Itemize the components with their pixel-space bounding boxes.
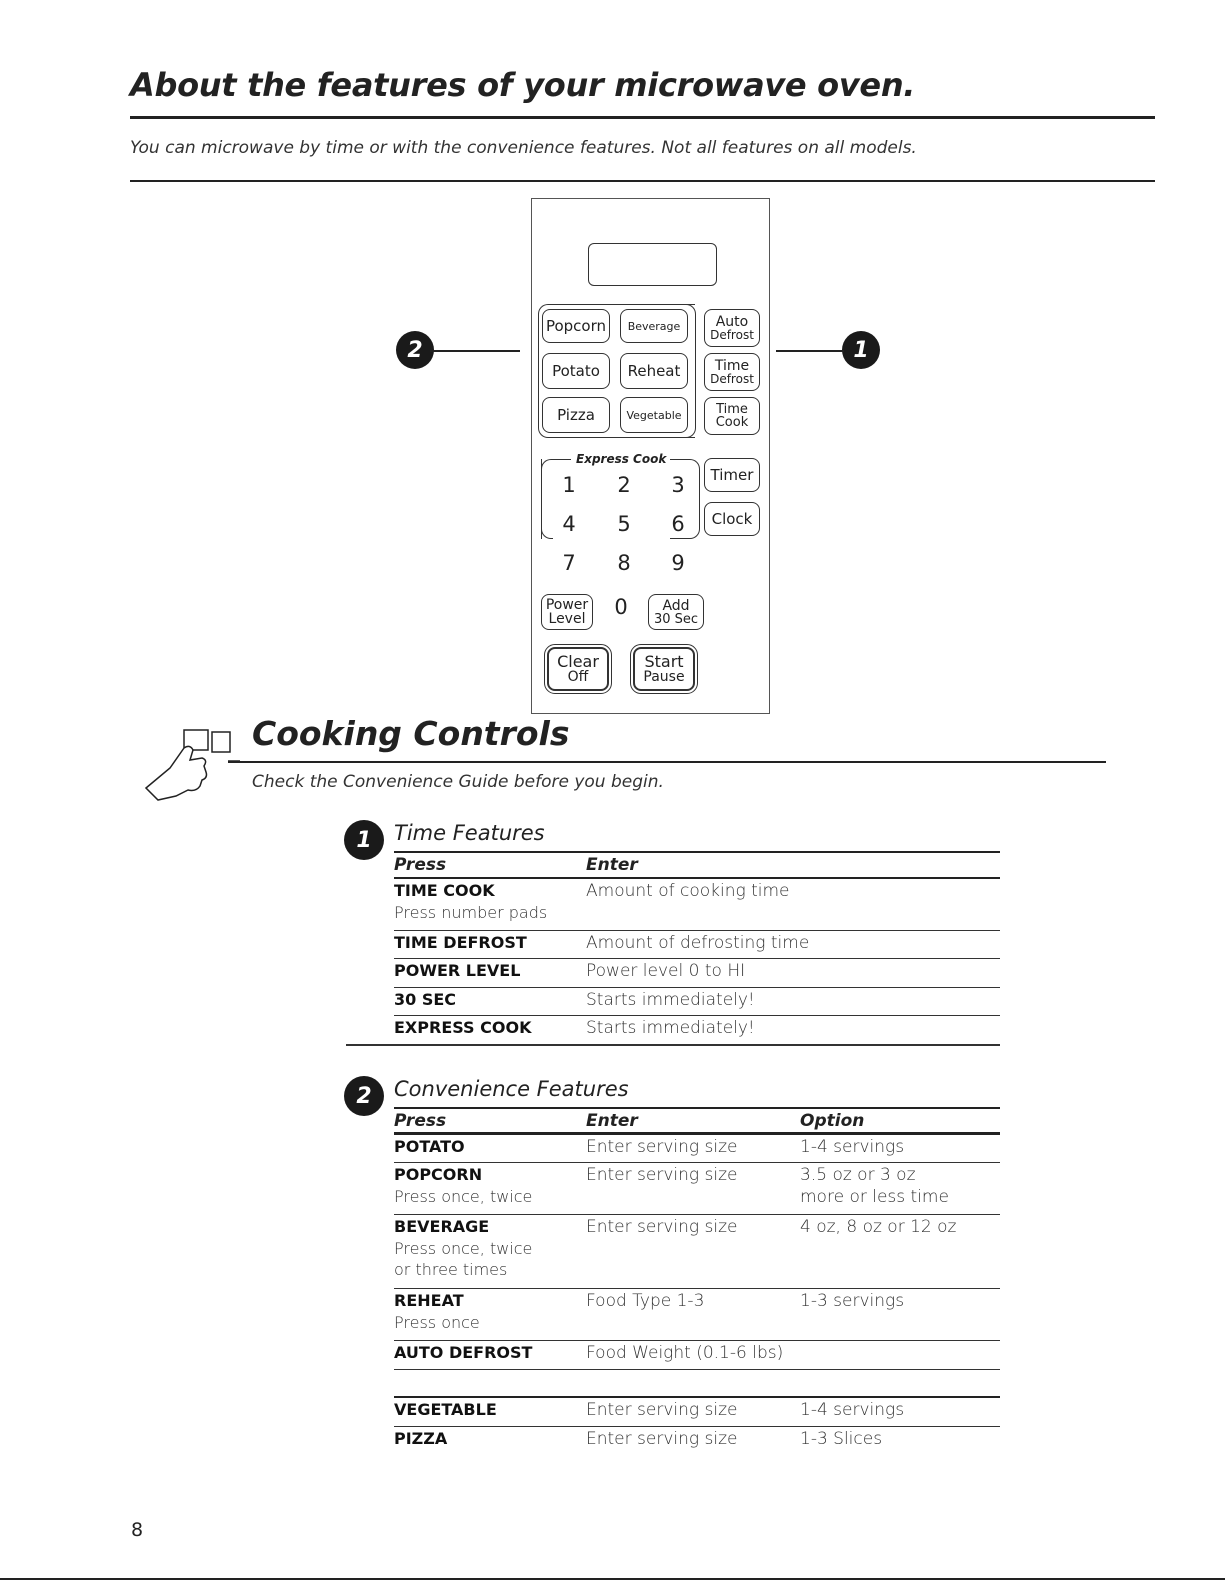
press-key: AUTO DEFROST xyxy=(394,1343,533,1362)
option-cell: 4 oz, 8 oz or 12 oz xyxy=(800,1217,957,1237)
page-subtitle: You can microwave by time or with the convenience features. Not all features on all models. xyxy=(130,138,917,158)
enter-cell: Enter serving size xyxy=(586,1217,738,1237)
option-cell: 1-3 Slices xyxy=(800,1429,883,1449)
press-key: POTATO xyxy=(394,1137,465,1156)
time-features-header xyxy=(394,851,1000,879)
press-key: VEGETABLE xyxy=(394,1400,497,1419)
power-level-line2: Level xyxy=(548,611,586,627)
press-key: BEVERAGE xyxy=(394,1217,490,1236)
time-cook-line2: Cook xyxy=(715,415,749,430)
table-row xyxy=(394,1341,1000,1370)
enter-cell: Power level 0 to HI xyxy=(586,961,746,981)
clear-off-line1: Clear xyxy=(557,652,599,671)
start-pause-line1: Start xyxy=(644,652,684,671)
enter-cell: Food Type 1-3 xyxy=(586,1291,705,1311)
number-pad-9[interactable]: 9 xyxy=(671,551,685,575)
option-cell: 1-3 servings xyxy=(800,1291,905,1311)
cooking-controls-subtitle: Check the Convenience Guide before you begin. xyxy=(252,772,664,792)
power-level-line1: Power xyxy=(545,597,589,613)
time-cook-line1: Time xyxy=(716,402,748,417)
press-cell xyxy=(394,881,547,922)
press-sub: Press number pads xyxy=(394,903,548,922)
callout-line-2 xyxy=(430,350,520,352)
start-pause-pad[interactable] xyxy=(633,647,695,691)
header-enter: Enter xyxy=(586,1111,638,1131)
table-row xyxy=(394,1289,1000,1341)
number-pad-2[interactable]: 2 xyxy=(617,473,631,497)
press-sub: Press once xyxy=(394,1313,480,1332)
time-features-table xyxy=(394,851,1000,1044)
enter-cell: Amount of cooking time xyxy=(586,881,790,901)
popcorn-pad[interactable]: Popcorn xyxy=(542,309,610,343)
cooking-controls-rule xyxy=(228,761,1106,763)
number-pad-0[interactable]: 0 xyxy=(614,595,628,619)
number-pad-5[interactable]: 5 xyxy=(617,512,631,536)
potato-pad[interactable]: Potato xyxy=(542,353,610,389)
enter-cell: Enter serving size xyxy=(586,1137,738,1157)
number-pad-4[interactable]: 4 xyxy=(562,512,576,536)
header-press: Press xyxy=(394,855,447,875)
convenience-features-badge: 2 xyxy=(344,1076,384,1116)
option-cell: 1-4 servings xyxy=(800,1137,905,1157)
hand-pressing-button-icon xyxy=(140,718,240,802)
header-option: Option xyxy=(800,1111,865,1131)
number-pad-8[interactable]: 8 xyxy=(617,551,631,575)
number-pad-1[interactable]: 1 xyxy=(562,473,576,497)
convenience-features-table xyxy=(394,1107,1000,1455)
time-features-title: Time Features xyxy=(394,821,545,845)
option-cell xyxy=(800,1165,949,1207)
enter-cell: Enter serving size xyxy=(586,1165,738,1185)
table-row xyxy=(394,1135,1000,1163)
start-pause-line2: Pause xyxy=(643,669,685,685)
pizza-pad[interactable]: Pizza xyxy=(542,397,610,433)
press-cell xyxy=(394,1217,532,1279)
table-row xyxy=(394,1163,1000,1215)
press-key: PIZZA xyxy=(394,1429,448,1448)
auto-defrost-line2: Defrost xyxy=(710,328,754,342)
enter-cell: Enter serving size xyxy=(586,1400,738,1420)
add-30-sec-pad[interactable] xyxy=(648,594,704,630)
press-cell xyxy=(394,1291,480,1332)
press-key: POPCORN xyxy=(394,1165,483,1184)
press-sub: Press once, twice xyxy=(394,1239,533,1258)
press-key: TIME DEFROST xyxy=(394,933,527,952)
power-level-pad[interactable] xyxy=(541,594,593,630)
callout-badge-2: 2 xyxy=(396,331,434,369)
option-main: 3.5 oz or 3 oz xyxy=(800,1165,916,1185)
clock-pad[interactable]: Clock xyxy=(704,502,760,536)
add-30-sec-line1: Add xyxy=(662,597,690,614)
panel-display xyxy=(588,243,717,286)
option-sub: more or less time xyxy=(800,1187,949,1207)
time-features-badge: 1 xyxy=(344,820,384,860)
header-press: Press xyxy=(394,1111,447,1131)
callout-badge-1: 1 xyxy=(842,331,880,369)
enter-cell: Amount of defrosting time xyxy=(586,933,810,953)
enter-cell: Starts immediately! xyxy=(586,990,755,1010)
reheat-pad[interactable]: Reheat xyxy=(620,353,688,389)
add-30-sec-line2: 30 Sec xyxy=(653,611,699,627)
auto-defrost-pad[interactable] xyxy=(704,309,760,347)
table-row xyxy=(394,1215,1000,1289)
press-sub-2: or three times xyxy=(394,1260,508,1279)
subtitle-rule xyxy=(130,180,1155,182)
table-row xyxy=(394,959,1000,988)
callout-line-1 xyxy=(776,350,844,352)
press-cell xyxy=(394,1165,532,1206)
enter-cell: Food Weight (0.1-6 lbs) xyxy=(586,1343,784,1363)
table-row xyxy=(394,988,1000,1016)
time-cook-pad[interactable] xyxy=(704,397,760,435)
table-row xyxy=(394,879,1000,931)
express-cook-label: Express Cook xyxy=(576,452,667,466)
number-pad-7[interactable]: 7 xyxy=(562,551,576,575)
press-sub: Press once, twice xyxy=(394,1187,533,1206)
title-rule xyxy=(130,116,1155,119)
enter-cell: Starts immediately! xyxy=(586,1018,755,1038)
table-spacer-row xyxy=(394,1370,1000,1398)
vegetable-pad[interactable]: Vegetable xyxy=(620,397,688,433)
press-key: 30 SEC xyxy=(394,990,457,1009)
table-row xyxy=(394,1016,1000,1044)
table-row xyxy=(394,1427,1000,1455)
number-pad-6[interactable]: 6 xyxy=(671,512,685,536)
page-number: 8 xyxy=(131,1519,144,1541)
convenience-features-title: Convenience Features xyxy=(394,1077,629,1101)
table-row xyxy=(394,931,1000,959)
express-bracket-left-lower xyxy=(541,459,553,539)
time-defrost-pad[interactable] xyxy=(704,353,760,391)
timer-pad[interactable]: Timer xyxy=(704,458,760,492)
press-key: TIME COOK xyxy=(394,881,495,900)
option-cell: 1-4 servings xyxy=(800,1400,905,1420)
enter-cell: Enter serving size xyxy=(586,1429,738,1449)
page-bottom-rule xyxy=(0,1578,1225,1580)
time-defrost-line1: Time xyxy=(714,358,750,374)
auto-defrost-line1: Auto xyxy=(715,314,749,330)
beverage-pad[interactable]: Beverage xyxy=(620,309,688,343)
page-title: About the features of your microwave oven. xyxy=(130,66,916,104)
time-features-bottom-rule xyxy=(346,1044,1000,1046)
number-pad-3[interactable]: 3 xyxy=(671,473,685,497)
clear-off-pad[interactable] xyxy=(547,647,609,691)
press-key: REHEAT xyxy=(394,1291,464,1310)
header-enter: Enter xyxy=(586,855,638,875)
cooking-controls-title: Cooking Controls xyxy=(252,714,570,753)
time-defrost-line2: Defrost xyxy=(710,372,754,386)
press-key: POWER LEVEL xyxy=(394,961,521,980)
press-key: EXPRESS COOK xyxy=(394,1018,532,1037)
clear-off-line2: Off xyxy=(567,669,589,685)
convenience-features-header xyxy=(394,1107,1000,1135)
table-row xyxy=(394,1398,1000,1427)
